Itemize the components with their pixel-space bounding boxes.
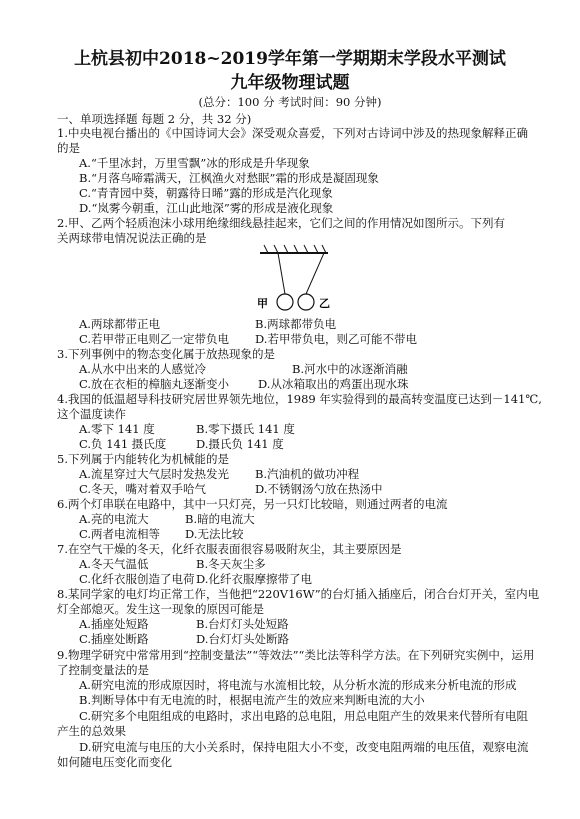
q3-stem: 3.下列事例中的物态变化属于放热现象的是: [57, 347, 275, 361]
q2-option-b: B.两球都带负电: [255, 317, 337, 331]
q1-option-c: C.“青青园中葵，朝露待日晞”露的形成是汽化现象: [79, 186, 333, 200]
thread-right: [306, 253, 324, 294]
q5-stem: 5.下列属于内能转化为机械能的是: [57, 452, 229, 466]
q3-option-c: C.放在衣柜的樟脑丸逐渐变小: [79, 377, 230, 391]
q6-option-a: A.亮的电流大: [79, 512, 149, 526]
q9-option-d-line2: 如何随电压变化而变化: [57, 755, 172, 769]
q4-option-d: D.摄氏负 141 度: [196, 437, 284, 451]
q5-option-c: C.冬天，嘴对着双手哈气: [79, 482, 207, 496]
q8-option-d: D.台灯灯头处断路: [196, 632, 289, 646]
ball-jia: [277, 294, 293, 310]
q3-option-b: B.河水中的冰逐渐消融: [292, 362, 408, 376]
q8-stem-line1: 8.某同学家的电灯均正常工作，当他把“220V16W”的台灯插入插座后，闭合台灯开关，室内电: [57, 587, 540, 601]
q6-option-c: C.两者电流相等: [79, 527, 161, 541]
q1-stem-line1: 1.中央电视台播出的《中国诗词大会》深受观众喜爱，下列对古诗词中涉及的热现象解释正确: [57, 126, 528, 140]
q2-stem-line1: 2.甲、乙两个轻质泡沫小球用绝缘细线悬挂起来，它们之间的作用情况如图所示。下列有: [57, 216, 505, 230]
label-jia: 甲: [257, 297, 268, 310]
q1-option-b: B.“月落乌啼霜满天，江枫渔火对愁眠”霜的形成是凝固现象: [79, 171, 379, 185]
q8-option-c: C.插座处断路: [79, 632, 149, 646]
exam-title: 上杭县初中2018~2019学年第一学期期末学段水平测试: [74, 49, 506, 69]
q8-option-b: B.台灯灯头处短路: [196, 617, 289, 631]
exam-subtitle: 九年级物理试题: [230, 73, 350, 93]
q2-option-c: C.若甲带正电则乙一定带负电: [79, 332, 230, 346]
q2-stem-line2: 关两球带电情况说法正确的是: [57, 231, 207, 245]
q1-stem-line2: 的是: [57, 141, 80, 155]
q1-option-d: D.“岚雾今朝重，江山此地深”雾的形成是液化现象: [79, 201, 334, 215]
q2-option-a: A.两球都带正电: [79, 317, 160, 331]
q1-option-a: A.“千里冰封，万里雪飘”冰的形成是升华现象: [79, 156, 310, 170]
q4-stem-line1: 4.我国的低温超导科技研究居世界领先地位，1989 年实验得到的最高转变温度已达到－141℃,: [57, 392, 542, 406]
q9-option-d-line1: D.研究电流与电压的大小关系时，保持电阻大小不变，改变电阻两端的电压值，观察电流: [79, 740, 529, 754]
q7-option-d: D.化纤衣服摩擦带了电: [196, 572, 312, 586]
q3-option-a: A.从水中出来的人感觉冷: [79, 362, 206, 376]
q5-option-d: D.不锈钢汤勺放在热汤中: [255, 482, 383, 496]
q9-stem-line2: 了控制变量法的是: [57, 663, 149, 677]
q2-option-d: D.若甲带负电，则乙可能不带电: [255, 332, 417, 346]
q3-option-d: D.从冰箱取出的鸡蛋出现水珠: [258, 377, 409, 391]
q7-option-a: A.冬天气温低: [79, 557, 149, 571]
q4-option-a: A.零下 141 度: [79, 422, 155, 436]
q4-option-c: C.负 141 摄氏度: [79, 437, 167, 451]
section-heading: 一、单项选择题 每题 2 分，共 32 分): [57, 112, 252, 126]
q7-stem: 7.在空气干燥的冬天，化纤衣服表面很容易吸附灰尘，其主要原因是: [57, 542, 402, 556]
q9-option-b: B.判断导体中有无电流的时，根据电流产生的效应来判断电流的大小: [79, 693, 425, 707]
charged-balls-diagram: [250, 243, 350, 315]
ceiling-support: [260, 245, 328, 253]
q9-option-c-line1: C.研究多个电阻组成的电路时，求出电路的总电阻，用总电阻产生的效果来代替所有电阻: [79, 709, 529, 723]
label-yi: 乙: [319, 297, 330, 310]
q8-option-a: A.插座处短路: [79, 617, 149, 631]
q5-option-a: A.流星穿过大气层时发热发光: [79, 467, 229, 481]
q9-option-c-line2: 产生的总效果: [57, 724, 126, 738]
q4-option-b: B.零下摄氏 141 度: [196, 422, 295, 436]
q8-stem-line2: 灯全部熄灭。发生这一现象的原因可能是: [57, 602, 264, 616]
q4-stem-line2: 这个温度读作: [57, 407, 126, 421]
q6-stem: 6.两个灯串联在电路中，其中一只灯亮，另一只灯比较暗，则通过两者的电流: [57, 497, 448, 511]
q6-option-b: B.暗的电流大: [185, 512, 255, 526]
thread-left: [278, 253, 285, 294]
q9-stem-line1: 9.物理学研究中常常用到“控制变量法”“等效法”“类比法等科学方法。在下列研究实例中，运用: [57, 648, 535, 662]
ball-yi: [298, 294, 314, 310]
q7-option-b: B.冬天灰尘多: [196, 557, 266, 571]
q9-option-a: A.研究电流的形成原因时，将电流与水流相比较，从分析水流的形成来分析电流的形成: [79, 678, 517, 692]
q6-option-d: D.无法比较: [185, 527, 244, 541]
exam-meta: (总分：100 分 考试时间：90 分钟): [198, 95, 382, 109]
q7-option-c: C.化纤衣服创造了电荷: [79, 572, 195, 586]
q5-option-b: B.汽油机的做功冲程: [255, 467, 360, 481]
